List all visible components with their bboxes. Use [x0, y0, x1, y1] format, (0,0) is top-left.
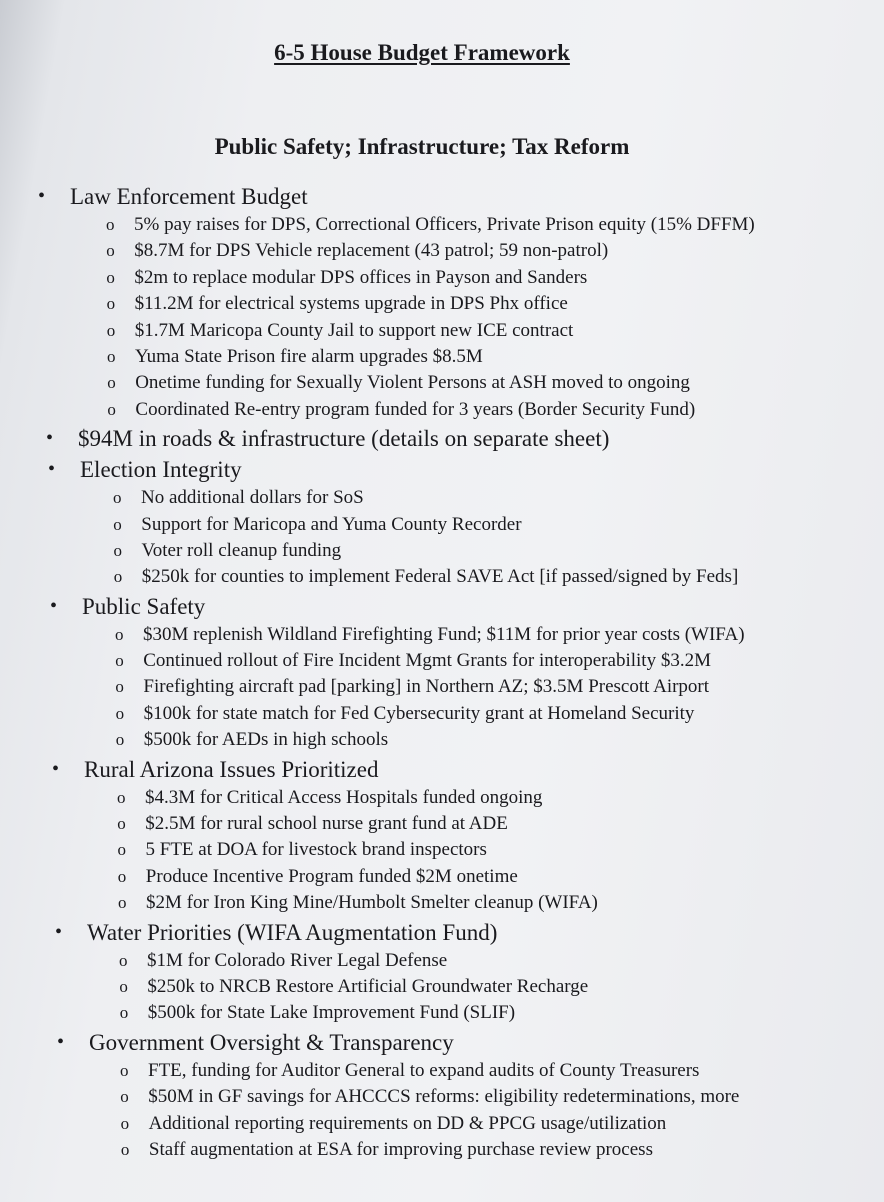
list-item-text: $1.7M Maricopa County Jail to support new ICE contract	[134, 319, 574, 341]
list-item	[0, 318, 884, 344]
sub-bullet-icon: o	[106, 241, 115, 261]
list-item	[0, 648, 884, 674]
sub-bullet-icon: o	[115, 651, 124, 671]
list-item-text: Support for Maricopa and Yuma County Recorder	[141, 513, 522, 535]
sub-bullet-icon: o	[106, 215, 115, 234]
list-item-text: FTE, funding for Auditor General to expand audits of County Treasurers	[148, 1059, 700, 1081]
budget-section	[0, 917, 884, 1027]
sub-bullet-icon: o	[120, 1139, 130, 1159]
list-item-text: $1M for Colorado River Legal Defense	[147, 949, 448, 971]
sub-bullet-icon: o	[120, 1113, 130, 1133]
list-item	[0, 727, 884, 753]
sub-bullet-icon: o	[113, 540, 122, 560]
document-subtitle: Public Safety; Infrastructure; Tax Reform	[214, 134, 630, 159]
section-label: Government Oversight & Transparency	[89, 1029, 454, 1055]
sub-bullet-icon: o	[113, 567, 123, 587]
budget-section	[0, 181, 884, 423]
list-item	[0, 1137, 884, 1163]
list-item-text: Yuma State Prison fire alarm upgrades $8.5M	[135, 345, 483, 367]
list-item-text: Voter roll cleanup funding	[141, 539, 342, 561]
sub-bullet-icon: o	[115, 677, 124, 697]
list-item-text: $2M for Iron King Mine/Humbolt Smelter cleanup (WIFA)	[146, 892, 598, 914]
list-item-text: Firefighting aircraft pad [parking] in Northern AZ; $3.5M Prescott Airport	[143, 676, 710, 698]
bullet-icon: •	[57, 1030, 65, 1053]
list-item-text: No additional dollars for SoS	[141, 487, 364, 509]
budget-section	[0, 423, 884, 454]
sub-bullet-icon: o	[119, 950, 128, 970]
list-item	[0, 291, 884, 317]
list-item	[0, 564, 884, 590]
bullet-icon: •	[48, 458, 56, 481]
sub-bullet-icon: o	[113, 514, 122, 534]
sub-bullet-icon: o	[117, 866, 127, 886]
list-item-text: $8.7M for DPS Vehicle replacement (43 patrol; 59 non-patrol)	[134, 240, 609, 262]
section-heading	[0, 754, 884, 785]
bullet-icon: •	[50, 594, 58, 617]
bullet-icon: •	[52, 757, 60, 780]
list-item	[0, 701, 884, 727]
list-item	[0, 1058, 884, 1084]
sub-bullet-icon: o	[117, 840, 126, 860]
budget-section	[0, 1027, 884, 1164]
list-item-text: 5% pay raises for DPS, Correctional Officers, Private Prison equity (15% DFFM)	[134, 214, 755, 235]
list-item-text: $50M in GF savings for AHCCCS reforms: eligibility redeterminations, more	[148, 1086, 740, 1108]
list-item-text: $4.3M for Critical Access Hospitals funded ongoing	[145, 786, 543, 808]
list-item-text: Onetime funding for Sexually Violent Persons at ASH moved to ongoing	[135, 372, 690, 394]
list-item	[0, 890, 884, 916]
section-items-list	[0, 948, 884, 1027]
list-item	[0, 344, 884, 370]
list-item	[0, 212, 884, 238]
list-item	[0, 485, 884, 511]
list-item-text: $100k for state match for Fed Cybersecurity grant at Homeland Security	[143, 702, 695, 724]
list-item-text: $250k for counties to implement Federal SAVE Act [if passed/signed by Feds]	[141, 566, 739, 588]
document-title: 6-5 House Budget Framework	[274, 40, 570, 65]
section-label: Water Priorities (WIFA Augmentation Fund)	[87, 919, 498, 945]
sub-bullet-icon: o	[119, 1003, 129, 1023]
list-item-text: $2m to replace modular DPS offices in Payson and Sanders	[134, 266, 588, 288]
list-item	[0, 238, 884, 264]
bullet-icon: •	[38, 185, 46, 207]
sub-bullet-icon: o	[107, 373, 116, 393]
list-item-text: Produce Incentive Program funded $2M onetime	[145, 865, 518, 887]
list-item-text: Additional reporting requirements on DD & PPCG usage/utilization	[148, 1112, 667, 1134]
sub-bullet-icon: o	[115, 624, 124, 644]
section-heading	[0, 423, 884, 454]
list-item	[0, 864, 884, 890]
sub-bullet-icon: o	[107, 399, 116, 419]
list-item-text: $2.5M for rural school nurse grant fund at ADE	[145, 813, 508, 835]
sub-bullet-icon: o	[119, 976, 128, 996]
section-items-list	[0, 622, 884, 754]
list-item	[0, 370, 884, 396]
sub-bullet-icon: o	[118, 893, 127, 913]
sub-bullet-icon: o	[106, 320, 116, 340]
sub-bullet-icon: o	[120, 1087, 129, 1107]
section-heading	[0, 181, 884, 212]
list-item	[0, 538, 884, 564]
budget-section	[0, 754, 884, 917]
bullet-icon: •	[55, 920, 63, 943]
section-items-list	[0, 1058, 884, 1164]
list-item	[0, 674, 884, 700]
list-item-text: Staff augmentation at ESA for improving purchase review process	[148, 1138, 653, 1160]
list-item-text: $250k to NRCB Restore Artificial Groundwater Recharge	[147, 975, 589, 997]
section-label: Law Enforcement Budget	[70, 184, 308, 209]
list-item	[0, 974, 884, 1000]
list-item-text: $30M replenish Wildland Firefighting Fund; $11M for prior year costs (WIFA)	[143, 623, 745, 645]
section-label: Public Safety	[82, 593, 206, 619]
budget-section	[0, 454, 884, 591]
list-item-text: 5 FTE at DOA for livestock brand inspectors	[145, 839, 487, 861]
sub-bullet-icon: o	[113, 488, 122, 508]
list-item	[0, 397, 884, 423]
section-label: $94M in roads & infrastructure (details on separate sheet)	[78, 426, 610, 452]
list-item	[0, 837, 884, 863]
section-items-list	[0, 785, 884, 917]
list-item-text: Coordinated Re-entry program funded for 3 years (Border Security Fund)	[135, 398, 696, 420]
budget-sections-list	[0, 181, 884, 1163]
budget-section	[0, 591, 884, 754]
sub-bullet-icon: o	[106, 267, 115, 287]
list-item-text: $11.2M for electrical systems upgrade in DPS Phx office	[134, 293, 568, 315]
sub-bullet-icon: o	[115, 730, 125, 750]
sub-bullet-icon: o	[120, 1060, 129, 1080]
list-item	[0, 1111, 884, 1137]
list-item-text: $500k for AEDs in high schools	[143, 729, 389, 751]
sub-bullet-icon: o	[117, 814, 126, 834]
bullet-icon: •	[46, 427, 54, 450]
sub-bullet-icon: o	[106, 294, 116, 314]
sub-bullet-icon: o	[107, 346, 116, 366]
list-item	[0, 622, 884, 648]
list-item	[0, 512, 884, 538]
section-label: Election Integrity	[80, 457, 242, 483]
list-item	[0, 1084, 884, 1110]
section-heading	[0, 454, 884, 485]
list-item	[0, 948, 884, 974]
section-heading	[0, 591, 884, 622]
list-item-text: Continued rollout of Fire Incident Mgmt Grants for interoperability $3.2M	[143, 650, 711, 672]
list-item	[0, 785, 884, 811]
list-item-text: $500k for State Lake Improvement Fund (SLIF)	[147, 1002, 516, 1024]
list-item	[0, 265, 884, 291]
sub-bullet-icon: o	[115, 703, 125, 723]
section-heading	[0, 1027, 884, 1058]
section-items-list	[0, 212, 884, 423]
list-item	[0, 811, 884, 837]
list-item	[0, 1000, 884, 1026]
section-heading	[0, 917, 884, 948]
section-items-list	[0, 485, 884, 591]
section-label: Rural Arizona Issues Prioritized	[84, 756, 379, 782]
sub-bullet-icon: o	[117, 787, 126, 807]
